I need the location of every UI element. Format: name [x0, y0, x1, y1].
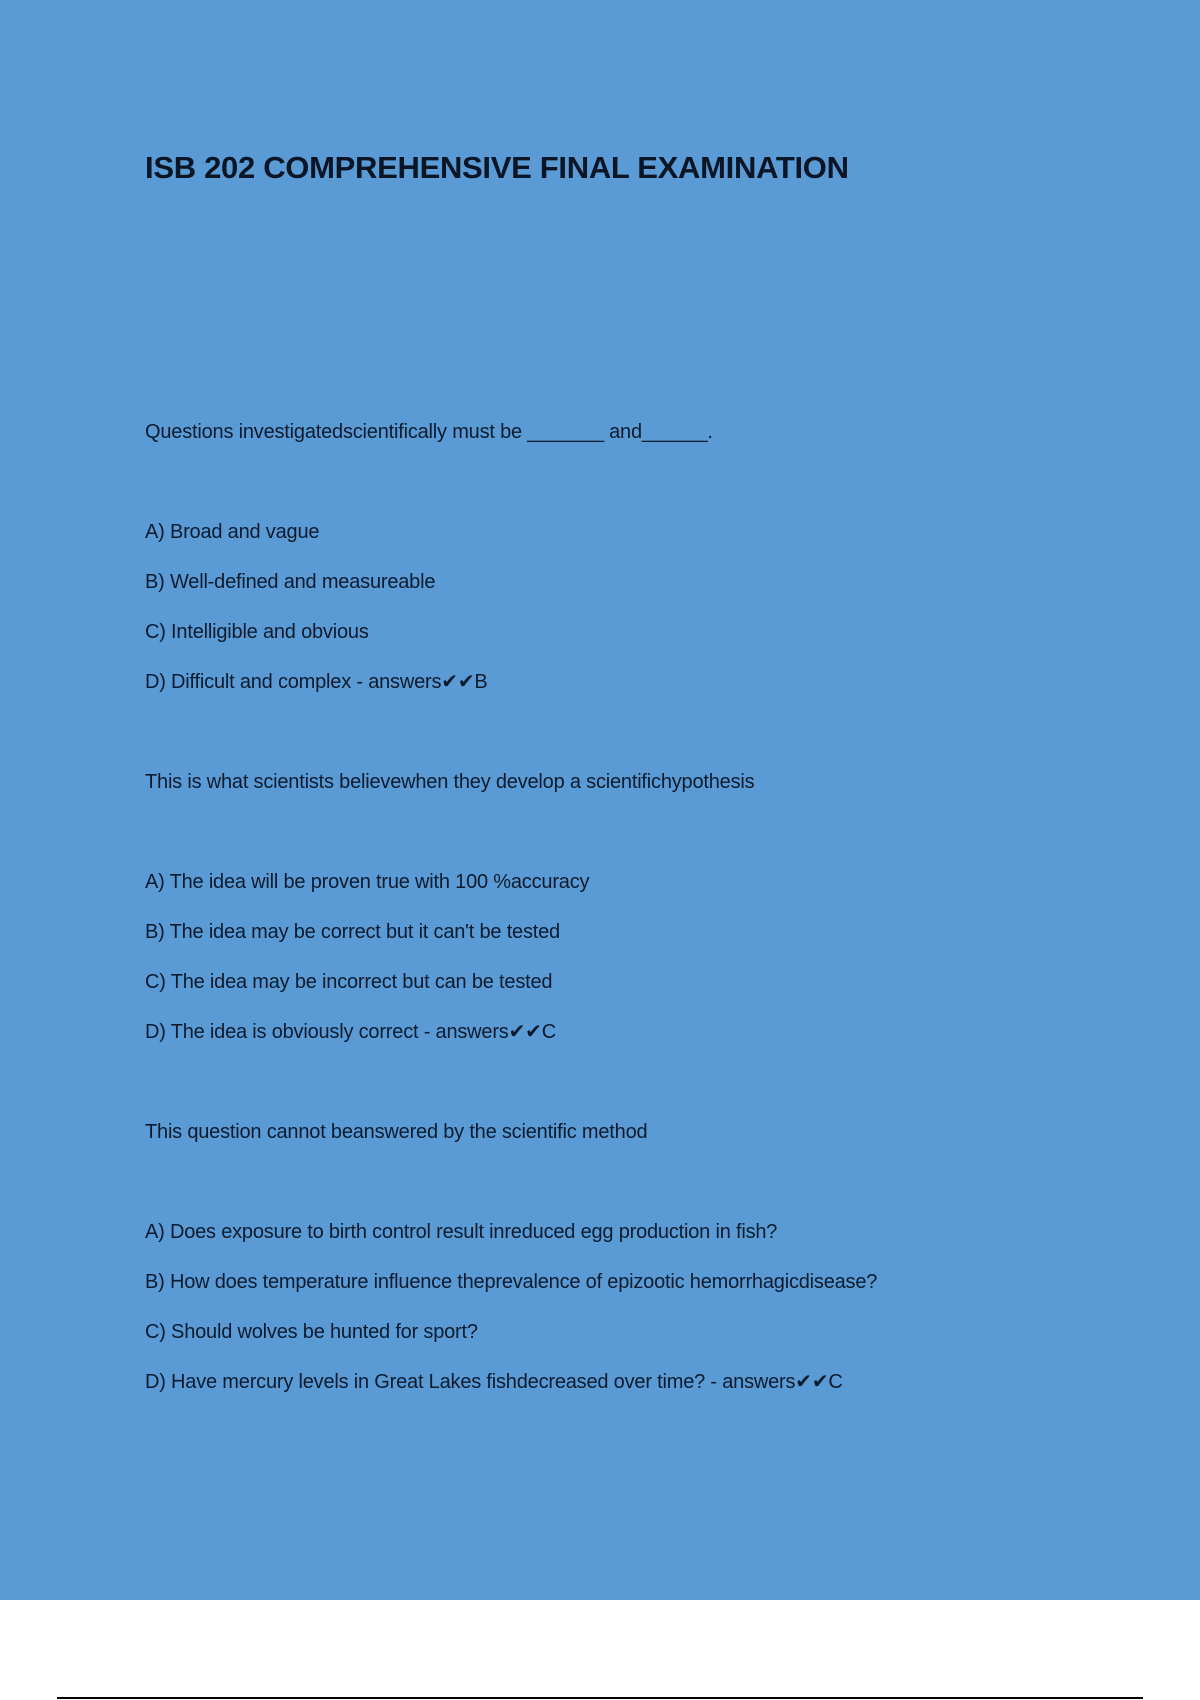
option-a: A) Broad and vague — [145, 521, 320, 543]
footer-divider — [57, 1697, 1143, 1699]
question-text: Questions investigatedscientifically must be _______ and______. — [145, 421, 713, 443]
option-d: D) Have mercury levels in Great Lakes fishdecreased over time? - answers✔✔C — [145, 1371, 843, 1393]
option-b: B) The idea may be correct but it can't be tested — [145, 921, 560, 943]
question-1 — [145, 418, 1145, 718]
question-text: This question cannot beanswered by the scientific method — [145, 1121, 648, 1143]
answer-options — [145, 518, 1145, 718]
question-text: This is what scientists believewhen they develop a scientifichypothesis — [145, 771, 755, 793]
document-title: ISB 202 COMPREHENSIVE FINAL EXAMINATION — [145, 150, 849, 185]
answer-options — [145, 868, 1145, 1068]
option-c: C) The idea may be incorrect but can be tested — [145, 971, 553, 993]
option-d: D) Difficult and complex - answers✔✔B — [145, 671, 488, 693]
option-c: C) Should wolves be hunted for sport? — [145, 1321, 478, 1343]
option-a: A) The idea will be proven true with 100 %accuracy — [145, 871, 590, 893]
question-3 — [145, 1118, 1145, 1418]
option-b: B) How does temperature influence theprevalence of epizootic hemorrhagicdisease? — [145, 1271, 878, 1293]
option-b: B) Well-defined and measureable — [145, 571, 436, 593]
question-2 — [145, 768, 1145, 1068]
option-d: D) The idea is obviously correct - answers✔✔C — [145, 1021, 556, 1043]
option-a: A) Does exposure to birth control result inreduced egg production in fish? — [145, 1221, 778, 1243]
option-c: C) Intelligible and obvious — [145, 621, 369, 643]
answer-options — [145, 1218, 1145, 1418]
